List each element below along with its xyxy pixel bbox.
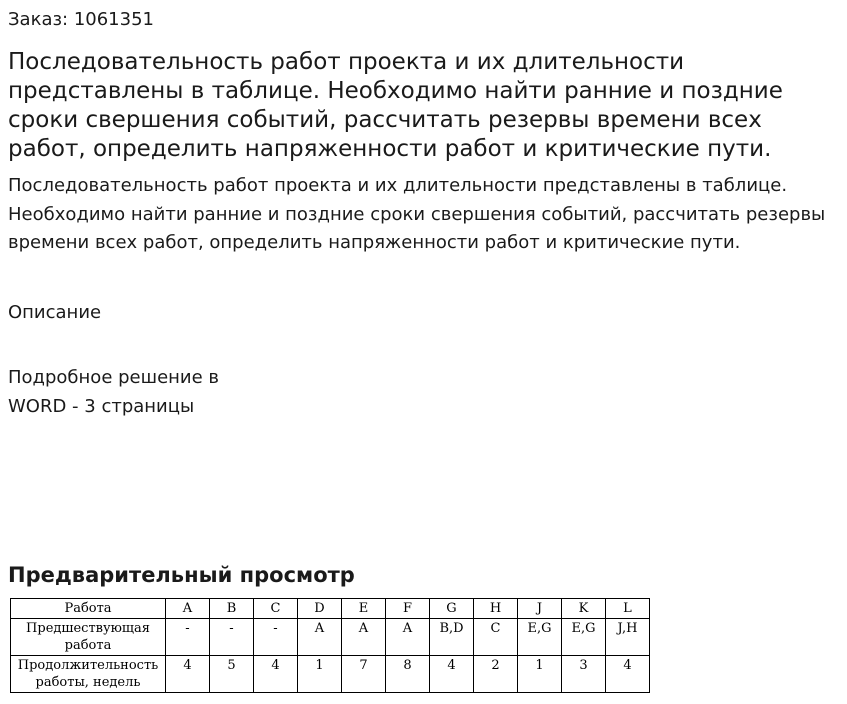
row-header: Продолжительность работы, недель: [11, 656, 166, 693]
table-cell: 4: [606, 656, 650, 693]
table-row: [11, 619, 650, 656]
table-cell: C: [474, 619, 518, 656]
table-cell: -: [210, 619, 254, 656]
table-cell: D: [298, 599, 342, 619]
table-cell: B,D: [430, 619, 474, 656]
table-cell: A: [166, 599, 210, 619]
table-cell: 7: [342, 656, 386, 693]
order-number: Заказ: 1061351: [8, 9, 154, 30]
table-cell: 1: [298, 656, 342, 693]
table-cell: 2: [474, 656, 518, 693]
preview-title: Предварительный просмотр: [8, 563, 355, 587]
table-cell: 1: [518, 656, 562, 693]
row-header: Предшествующая работа: [11, 619, 166, 656]
table-cell: F: [386, 599, 430, 619]
table-cell: 4: [254, 656, 298, 693]
page-heading: Последовательность работ проекта и их длительности представлены в таблице. Необходимо найти ранние и поздние сроки свершения событий, рассчитать резервы времени всех работ, определить напряженности работ и критические пути.: [8, 49, 783, 162]
table-cell: K: [562, 599, 606, 619]
table-cell: G: [430, 599, 474, 619]
table-cell: A: [298, 619, 342, 656]
table-cell: J,H: [606, 619, 650, 656]
table-cell: H: [474, 599, 518, 619]
task-description: Последовательность работ проекта и их длительности представлены в таблице. Необходимо найти ранние и поздние сроки свершения событий, рассчитать резервы времени всех работ, определить напряженности работ и критические пути.: [8, 175, 826, 253]
table-cell: 3: [562, 656, 606, 693]
solution-info: Подробное решение в WORD - 3 страницы: [8, 367, 220, 417]
table-cell: E: [342, 599, 386, 619]
table-cell: J: [518, 599, 562, 619]
table-row: [11, 656, 650, 693]
table-cell: 8: [386, 656, 430, 693]
table-cell: 4: [166, 656, 210, 693]
table-cell: C: [254, 599, 298, 619]
table-cell: L: [606, 599, 650, 619]
table-cell: 4: [430, 656, 474, 693]
table-cell: E,G: [562, 619, 606, 656]
table-cell: -: [254, 619, 298, 656]
row-header: Работа: [11, 599, 166, 619]
description-label: Описание: [8, 302, 102, 323]
table-cell: E,G: [518, 619, 562, 656]
table-row: [11, 599, 650, 619]
preview-table: [10, 598, 650, 693]
table-cell: A: [386, 619, 430, 656]
table-cell: B: [210, 599, 254, 619]
table-cell: 5: [210, 656, 254, 693]
table-cell: A: [342, 619, 386, 656]
table-cell: -: [166, 619, 210, 656]
